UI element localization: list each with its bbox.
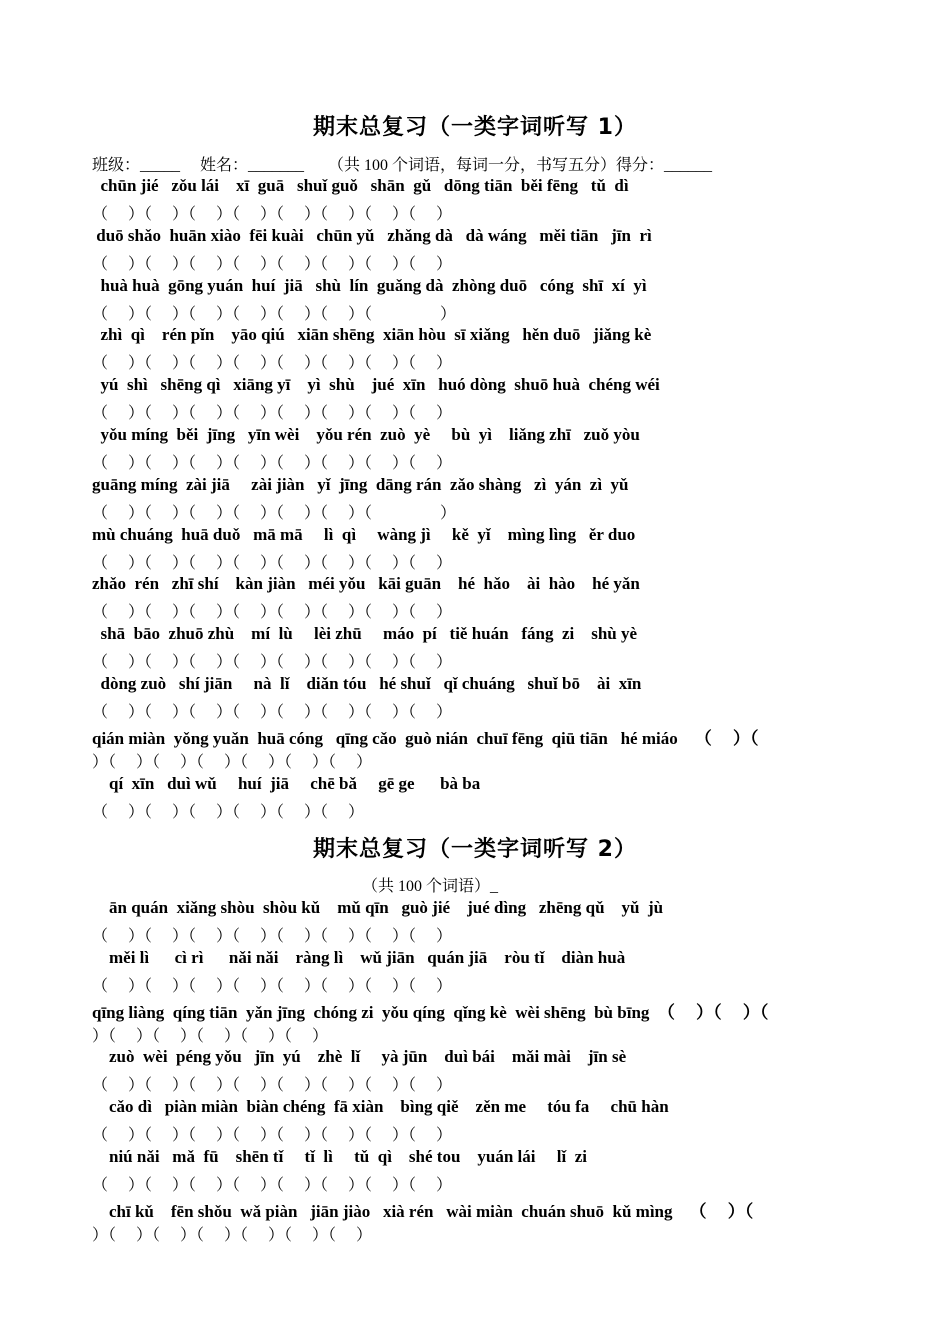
answer-blank-row[interactable]: （ ）（ ）（ ）（ ）（ ）（ ）（ ）（ ） <box>92 255 453 273</box>
pinyin-row: chūn jié zǒu lái xī guā shuǐ guǒ shān gǔ dōng tiān běi fēng tǔ dì <box>92 176 629 195</box>
section2-title: 期末总复习（一类字词听写 2） <box>313 837 637 862</box>
pinyin-row: cǎo dì piàn miàn biàn chéng fā xiàn bìng qiě zěn me tóu fa chū hàn <box>92 1097 669 1117</box>
section2-subtitle: （共 100 个词语）_ <box>362 878 499 895</box>
answer-blank-row[interactable]: ）（ ）（ ）（ ）（ ）（ ）（ ） <box>92 1226 373 1244</box>
pinyin-row: guāng míng zài jiā zài jiàn yǐ jīng dāng rán zǎo shàng zì yán zì yǔ <box>92 474 629 494</box>
pinyin-row: qīng liàng qíng tiān yǎn jīng chóng zi yǒu qíng qǐng kè wèi shēng bù bīng （ ）（ ）（ <box>92 1002 769 1022</box>
answer-blank-row[interactable]: （ ）（ ）（ ）（ ）（ ）（ ）（ ）（ ） <box>92 355 453 373</box>
answer-blank-row[interactable]: ）（ ）（ ）（ ）（ ）（ ）（ ） <box>92 753 373 771</box>
answer-blank-row[interactable]: （ ）（ ）（ ）（ ）（ ）（ ）（ ） <box>92 504 457 522</box>
pinyin-row: měi lì cì rì nǎi nǎi ràng lì wǔ jiān quán jiā ròu tǐ diàn huà <box>92 947 626 967</box>
pinyin-row: zuò wèi péng yǒu jīn yú zhè lǐ yà jūn duì bái mǎi mài jīn sè <box>92 1047 627 1067</box>
answer-blank-row[interactable]: （ ）（ ）（ ）（ ）（ ）（ ）（ ）（ ） <box>92 454 453 472</box>
answer-blank-row[interactable]: （ ）（ ）（ ）（ ）（ ）（ ）（ ）（ ） <box>92 604 453 622</box>
answer-blank-row[interactable]: （ ）（ ）（ ）（ ）（ ）（ ）（ ）（ ） <box>92 1127 453 1145</box>
pinyin-row: duō shǎo huān xiào fēi kuài chūn yǔ zhǎng dà dà wáng měi tiān jīn rì <box>92 225 652 245</box>
pinyin-row: zhǎo rén zhī shí kàn jiàn méi yǒu kāi guān hé hǎo ài hào hé yǎn <box>92 574 640 594</box>
answer-blank-row[interactable]: （ ）（ ）（ ）（ ）（ ）（ ）（ ）（ ） <box>92 405 453 423</box>
answer-blank-row[interactable]: （ ）（ ）（ ）（ ）（ ）（ ）（ ）（ ） <box>92 1176 453 1194</box>
answer-blank-row[interactable]: （ ）（ ）（ ）（ ）（ ）（ ）（ ）（ ） <box>92 554 453 572</box>
pinyin-row: niú nǎi mǎ fū shēn tǐ tǐ lì tǔ qì shé tou yuán lái lǐ zi <box>92 1147 587 1166</box>
pinyin-row: qián miàn yǒng yuǎn huā cóng qīng cǎo guò nián chuī fēng qiū tiān hé miáo （ ）（ <box>92 728 759 748</box>
pinyin-row: qí xīn duì wǔ huí jiā chē bǎ gē ge bà ba <box>92 773 481 793</box>
pinyin-row: mù chuáng huā duǒ mā mā lì qì wàng jì kě yǐ mìng lìng ěr duo <box>92 524 636 544</box>
section1-title: 期末总复习（一类字词听写 1） <box>313 115 637 140</box>
pinyin-row: yú shì shēng qì xiāng yī yì shù jué xīn huó dòng shuō huà chéng wéi <box>92 375 660 395</box>
answer-blank-row[interactable]: （ ）（ ）（ ）（ ）（ ）（ ）（ ）（ ） <box>92 654 453 672</box>
student-info-line: 班级：_____ 姓名：_______ （共 100 个词语，每词一分，书写五分）得分：______ <box>92 157 713 174</box>
pinyin-row: chī kǔ fēn shǒu wǎ piàn jiān jiào xià rén wài miàn chuán shuō kǔ mìng （ ）（ <box>92 1201 754 1221</box>
answer-blank-row[interactable]: （ ）（ ）（ ）（ ）（ ）（ ）（ ） <box>92 305 457 323</box>
pinyin-row: zhì qì rén pǐn yāo qiú xiān shēng xiān hòu sī xiǎng hěn duō jiǎng kè <box>92 325 652 345</box>
answer-blank-row[interactable]: （ ）（ ）（ ）（ ）（ ）（ ）（ ）（ ） <box>92 927 453 945</box>
answer-blank-row[interactable]: ）（ ）（ ）（ ）（ ）（ ） <box>92 1027 329 1045</box>
answer-blank-row[interactable]: （ ）（ ）（ ）（ ）（ ）（ ）（ ）（ ） <box>92 703 453 721</box>
pinyin-row: shā bāo zhuō zhù mí lù lèi zhū máo pí tiě huán fáng zi shù yè <box>92 624 638 644</box>
pinyin-row: yǒu míng běi jīng yīn wèi yǒu rén zuò yè bù yì liǎng zhī zuǒ yòu <box>92 425 640 444</box>
answer-blank-row[interactable]: （ ）（ ）（ ）（ ）（ ）（ ）（ ）（ ） <box>92 1077 453 1095</box>
pinyin-row: ān quán xiǎng shòu shòu kǔ mǔ qīn guò jié jué dìng zhēng qǔ yǔ jù <box>92 898 664 917</box>
answer-blank-row[interactable]: （ ）（ ）（ ）（ ）（ ）（ ） <box>92 803 365 821</box>
pinyin-row: huà huà gōng yuán huí jiā shù lín guǎng dà zhòng duō cóng shī xí yì <box>92 275 647 295</box>
answer-blank-row[interactable]: （ ）（ ）（ ）（ ）（ ）（ ）（ ）（ ） <box>92 977 453 995</box>
answer-blank-row[interactable]: （ ）（ ）（ ）（ ）（ ）（ ）（ ）（ ） <box>92 205 453 223</box>
pinyin-row: dòng zuò shí jiān nà lǐ diǎn tóu hé shuǐ qǐ chuáng shuǐ bō ài xīn <box>92 674 642 693</box>
